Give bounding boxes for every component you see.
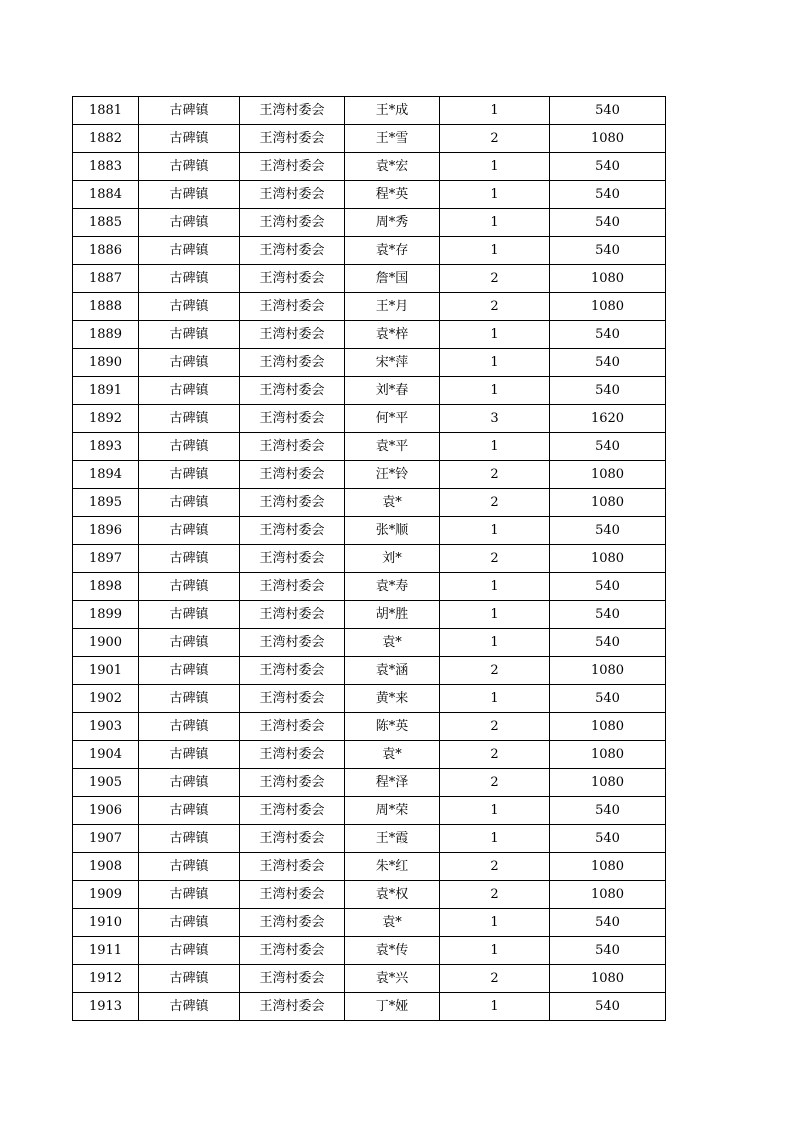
cell-count: 1 — [440, 433, 550, 461]
cell-name: 袁* — [345, 489, 440, 517]
table-row — [73, 797, 666, 825]
cell-serial-number: 1890 — [73, 349, 139, 377]
cell-name: 袁*传 — [345, 937, 440, 965]
table-row — [73, 181, 666, 209]
cell-serial-number: 1894 — [73, 461, 139, 489]
cell-count: 1 — [440, 909, 550, 937]
cell-name: 王*月 — [345, 293, 440, 321]
cell-serial-number: 1895 — [73, 489, 139, 517]
cell-name: 袁*宏 — [345, 153, 440, 181]
cell-amount: 1080 — [550, 293, 666, 321]
cell-count: 2 — [440, 965, 550, 993]
cell-village-committee: 王湾村委会 — [240, 825, 345, 853]
table-row — [73, 825, 666, 853]
cell-serial-number: 1882 — [73, 125, 139, 153]
table-row — [73, 685, 666, 713]
table-body — [73, 97, 666, 1021]
cell-village-committee: 王湾村委会 — [240, 685, 345, 713]
cell-amount: 540 — [550, 573, 666, 601]
cell-town: 古碑镇 — [139, 797, 240, 825]
cell-count: 2 — [440, 125, 550, 153]
table-row — [73, 909, 666, 937]
cell-name: 袁* — [345, 909, 440, 937]
cell-name: 陈*英 — [345, 713, 440, 741]
table-row — [73, 937, 666, 965]
cell-town: 古碑镇 — [139, 489, 240, 517]
cell-town: 古碑镇 — [139, 433, 240, 461]
cell-serial-number: 1896 — [73, 517, 139, 545]
cell-village-committee: 王湾村委会 — [240, 545, 345, 573]
cell-amount: 540 — [550, 237, 666, 265]
table-row — [73, 517, 666, 545]
cell-town: 古碑镇 — [139, 125, 240, 153]
cell-amount: 540 — [550, 97, 666, 125]
cell-serial-number: 1888 — [73, 293, 139, 321]
cell-count: 2 — [440, 713, 550, 741]
cell-village-committee: 王湾村委会 — [240, 321, 345, 349]
cell-name: 黄*来 — [345, 685, 440, 713]
cell-town: 古碑镇 — [139, 377, 240, 405]
cell-serial-number: 1899 — [73, 601, 139, 629]
cell-count: 2 — [440, 741, 550, 769]
cell-amount: 540 — [550, 349, 666, 377]
cell-village-committee: 王湾村委会 — [240, 433, 345, 461]
table-row — [73, 321, 666, 349]
cell-serial-number: 1900 — [73, 629, 139, 657]
cell-serial-number: 1905 — [73, 769, 139, 797]
cell-town: 古碑镇 — [139, 825, 240, 853]
cell-name: 程*泽 — [345, 769, 440, 797]
cell-serial-number: 1909 — [73, 881, 139, 909]
table-row — [73, 433, 666, 461]
cell-village-committee: 王湾村委会 — [240, 909, 345, 937]
cell-amount: 1080 — [550, 489, 666, 517]
table-row — [73, 209, 666, 237]
cell-town: 古碑镇 — [139, 741, 240, 769]
cell-village-committee: 王湾村委会 — [240, 993, 345, 1021]
cell-count: 1 — [440, 573, 550, 601]
cell-village-committee: 王湾村委会 — [240, 293, 345, 321]
cell-serial-number: 1910 — [73, 909, 139, 937]
cell-town: 古碑镇 — [139, 237, 240, 265]
cell-serial-number: 1885 — [73, 209, 139, 237]
cell-count: 2 — [440, 489, 550, 517]
table-row — [73, 713, 666, 741]
cell-village-committee: 王湾村委会 — [240, 657, 345, 685]
cell-name: 袁*涵 — [345, 657, 440, 685]
cell-amount: 1080 — [550, 965, 666, 993]
cell-count: 3 — [440, 405, 550, 433]
table-row — [73, 881, 666, 909]
table-row — [73, 293, 666, 321]
cell-village-committee: 王湾村委会 — [240, 237, 345, 265]
cell-count: 1 — [440, 825, 550, 853]
cell-village-committee: 王湾村委会 — [240, 265, 345, 293]
cell-count: 1 — [440, 685, 550, 713]
cell-town: 古碑镇 — [139, 965, 240, 993]
cell-amount: 540 — [550, 629, 666, 657]
cell-serial-number: 1881 — [73, 97, 139, 125]
cell-name: 詹*国 — [345, 265, 440, 293]
cell-amount: 540 — [550, 825, 666, 853]
cell-count: 1 — [440, 993, 550, 1021]
cell-name: 袁*权 — [345, 881, 440, 909]
cell-serial-number: 1883 — [73, 153, 139, 181]
cell-amount: 1080 — [550, 125, 666, 153]
cell-name: 宋*萍 — [345, 349, 440, 377]
cell-serial-number: 1887 — [73, 265, 139, 293]
cell-count: 1 — [440, 349, 550, 377]
cell-serial-number: 1891 — [73, 377, 139, 405]
cell-serial-number: 1911 — [73, 937, 139, 965]
cell-village-committee: 王湾村委会 — [240, 517, 345, 545]
cell-name: 袁*存 — [345, 237, 440, 265]
cell-name: 袁* — [345, 741, 440, 769]
cell-count: 1 — [440, 237, 550, 265]
cell-amount: 540 — [550, 937, 666, 965]
cell-count: 1 — [440, 181, 550, 209]
cell-town: 古碑镇 — [139, 993, 240, 1021]
cell-count: 1 — [440, 601, 550, 629]
cell-serial-number: 1903 — [73, 713, 139, 741]
cell-village-committee: 王湾村委会 — [240, 209, 345, 237]
cell-town: 古碑镇 — [139, 265, 240, 293]
table-row — [73, 629, 666, 657]
cell-village-committee: 王湾村委会 — [240, 125, 345, 153]
cell-count: 2 — [440, 657, 550, 685]
cell-town: 古碑镇 — [139, 713, 240, 741]
cell-town: 古碑镇 — [139, 209, 240, 237]
cell-village-committee: 王湾村委会 — [240, 377, 345, 405]
cell-amount: 1080 — [550, 769, 666, 797]
table-row — [73, 965, 666, 993]
cell-name: 周*秀 — [345, 209, 440, 237]
table-row — [73, 125, 666, 153]
cell-village-committee: 王湾村委会 — [240, 405, 345, 433]
cell-village-committee: 王湾村委会 — [240, 97, 345, 125]
table-row — [73, 405, 666, 433]
cell-town: 古碑镇 — [139, 405, 240, 433]
cell-serial-number: 1898 — [73, 573, 139, 601]
cell-name: 袁*兴 — [345, 965, 440, 993]
cell-amount: 1080 — [550, 657, 666, 685]
cell-serial-number: 1908 — [73, 853, 139, 881]
cell-amount: 540 — [550, 909, 666, 937]
table-row — [73, 377, 666, 405]
cell-count: 1 — [440, 97, 550, 125]
cell-count: 1 — [440, 797, 550, 825]
cell-town: 古碑镇 — [139, 853, 240, 881]
table-row — [73, 573, 666, 601]
cell-name: 袁*梓 — [345, 321, 440, 349]
table-row — [73, 489, 666, 517]
cell-village-committee: 王湾村委会 — [240, 573, 345, 601]
table-row — [73, 657, 666, 685]
cell-amount: 540 — [550, 181, 666, 209]
cell-town: 古碑镇 — [139, 881, 240, 909]
table-row — [73, 853, 666, 881]
cell-count: 2 — [440, 853, 550, 881]
cell-village-committee: 王湾村委会 — [240, 769, 345, 797]
table-row — [73, 97, 666, 125]
cell-town: 古碑镇 — [139, 573, 240, 601]
cell-count: 2 — [440, 293, 550, 321]
cell-serial-number: 1913 — [73, 993, 139, 1021]
cell-amount: 540 — [550, 153, 666, 181]
table-row — [73, 237, 666, 265]
cell-count: 1 — [440, 209, 550, 237]
cell-name: 周*荣 — [345, 797, 440, 825]
cell-name: 汪*铃 — [345, 461, 440, 489]
cell-serial-number: 1893 — [73, 433, 139, 461]
table-row — [73, 769, 666, 797]
cell-count: 2 — [440, 769, 550, 797]
cell-serial-number: 1897 — [73, 545, 139, 573]
cell-town: 古碑镇 — [139, 517, 240, 545]
cell-amount: 540 — [550, 517, 666, 545]
cell-serial-number: 1884 — [73, 181, 139, 209]
table-row — [73, 153, 666, 181]
cell-town: 古碑镇 — [139, 181, 240, 209]
cell-serial-number: 1901 — [73, 657, 139, 685]
cell-village-committee: 王湾村委会 — [240, 937, 345, 965]
cell-name: 何*平 — [345, 405, 440, 433]
cell-amount: 540 — [550, 797, 666, 825]
cell-village-committee: 王湾村委会 — [240, 965, 345, 993]
table-row — [73, 265, 666, 293]
cell-town: 古碑镇 — [139, 937, 240, 965]
cell-town: 古碑镇 — [139, 601, 240, 629]
cell-town: 古碑镇 — [139, 293, 240, 321]
cell-count: 2 — [440, 545, 550, 573]
cell-amount: 540 — [550, 433, 666, 461]
table-row — [73, 545, 666, 573]
cell-count: 1 — [440, 517, 550, 545]
cell-town: 古碑镇 — [139, 685, 240, 713]
cell-village-committee: 王湾村委会 — [240, 853, 345, 881]
cell-name: 王*霞 — [345, 825, 440, 853]
table-row — [73, 349, 666, 377]
cell-serial-number: 1907 — [73, 825, 139, 853]
table-row — [73, 741, 666, 769]
cell-amount: 1620 — [550, 405, 666, 433]
cell-amount: 1080 — [550, 741, 666, 769]
cell-village-committee: 王湾村委会 — [240, 629, 345, 657]
cell-village-committee: 王湾村委会 — [240, 713, 345, 741]
cell-count: 2 — [440, 265, 550, 293]
cell-name: 程*英 — [345, 181, 440, 209]
cell-town: 古碑镇 — [139, 321, 240, 349]
cell-village-committee: 王湾村委会 — [240, 461, 345, 489]
cell-name: 丁*娅 — [345, 993, 440, 1021]
cell-name: 袁* — [345, 629, 440, 657]
cell-town: 古碑镇 — [139, 349, 240, 377]
cell-amount: 1080 — [550, 265, 666, 293]
cell-name: 袁*平 — [345, 433, 440, 461]
cell-count: 1 — [440, 321, 550, 349]
cell-village-committee: 王湾村委会 — [240, 489, 345, 517]
cell-amount: 1080 — [550, 461, 666, 489]
cell-count: 2 — [440, 461, 550, 489]
cell-town: 古碑镇 — [139, 461, 240, 489]
cell-serial-number: 1889 — [73, 321, 139, 349]
cell-town: 古碑镇 — [139, 657, 240, 685]
cell-name: 胡*胜 — [345, 601, 440, 629]
cell-serial-number: 1912 — [73, 965, 139, 993]
data-table — [72, 96, 666, 1021]
table-row — [73, 461, 666, 489]
cell-amount: 1080 — [550, 545, 666, 573]
cell-town: 古碑镇 — [139, 545, 240, 573]
cell-village-committee: 王湾村委会 — [240, 881, 345, 909]
cell-village-committee: 王湾村委会 — [240, 601, 345, 629]
cell-name: 张*顺 — [345, 517, 440, 545]
cell-village-committee: 王湾村委会 — [240, 181, 345, 209]
cell-amount: 1080 — [550, 853, 666, 881]
cell-serial-number: 1892 — [73, 405, 139, 433]
cell-name: 王*成 — [345, 97, 440, 125]
cell-town: 古碑镇 — [139, 909, 240, 937]
cell-town: 古碑镇 — [139, 629, 240, 657]
cell-name: 王*雪 — [345, 125, 440, 153]
cell-count: 1 — [440, 153, 550, 181]
cell-village-committee: 王湾村委会 — [240, 741, 345, 769]
cell-serial-number: 1902 — [73, 685, 139, 713]
table-row — [73, 993, 666, 1021]
cell-amount: 540 — [550, 685, 666, 713]
cell-village-committee: 王湾村委会 — [240, 349, 345, 377]
cell-count: 1 — [440, 629, 550, 657]
cell-village-committee: 王湾村委会 — [240, 797, 345, 825]
cell-amount: 540 — [550, 601, 666, 629]
cell-name: 刘* — [345, 545, 440, 573]
cell-amount: 540 — [550, 321, 666, 349]
cell-name: 袁*寿 — [345, 573, 440, 601]
cell-serial-number: 1906 — [73, 797, 139, 825]
cell-count: 1 — [440, 937, 550, 965]
cell-town: 古碑镇 — [139, 769, 240, 797]
table-row — [73, 601, 666, 629]
cell-serial-number: 1904 — [73, 741, 139, 769]
cell-count: 1 — [440, 377, 550, 405]
cell-amount: 540 — [550, 993, 666, 1021]
cell-town: 古碑镇 — [139, 153, 240, 181]
cell-name: 朱*红 — [345, 853, 440, 881]
cell-amount: 1080 — [550, 713, 666, 741]
cell-amount: 540 — [550, 377, 666, 405]
cell-village-committee: 王湾村委会 — [240, 153, 345, 181]
cell-amount: 540 — [550, 209, 666, 237]
cell-amount: 1080 — [550, 881, 666, 909]
cell-serial-number: 1886 — [73, 237, 139, 265]
cell-town: 古碑镇 — [139, 97, 240, 125]
cell-count: 2 — [440, 881, 550, 909]
cell-name: 刘*春 — [345, 377, 440, 405]
